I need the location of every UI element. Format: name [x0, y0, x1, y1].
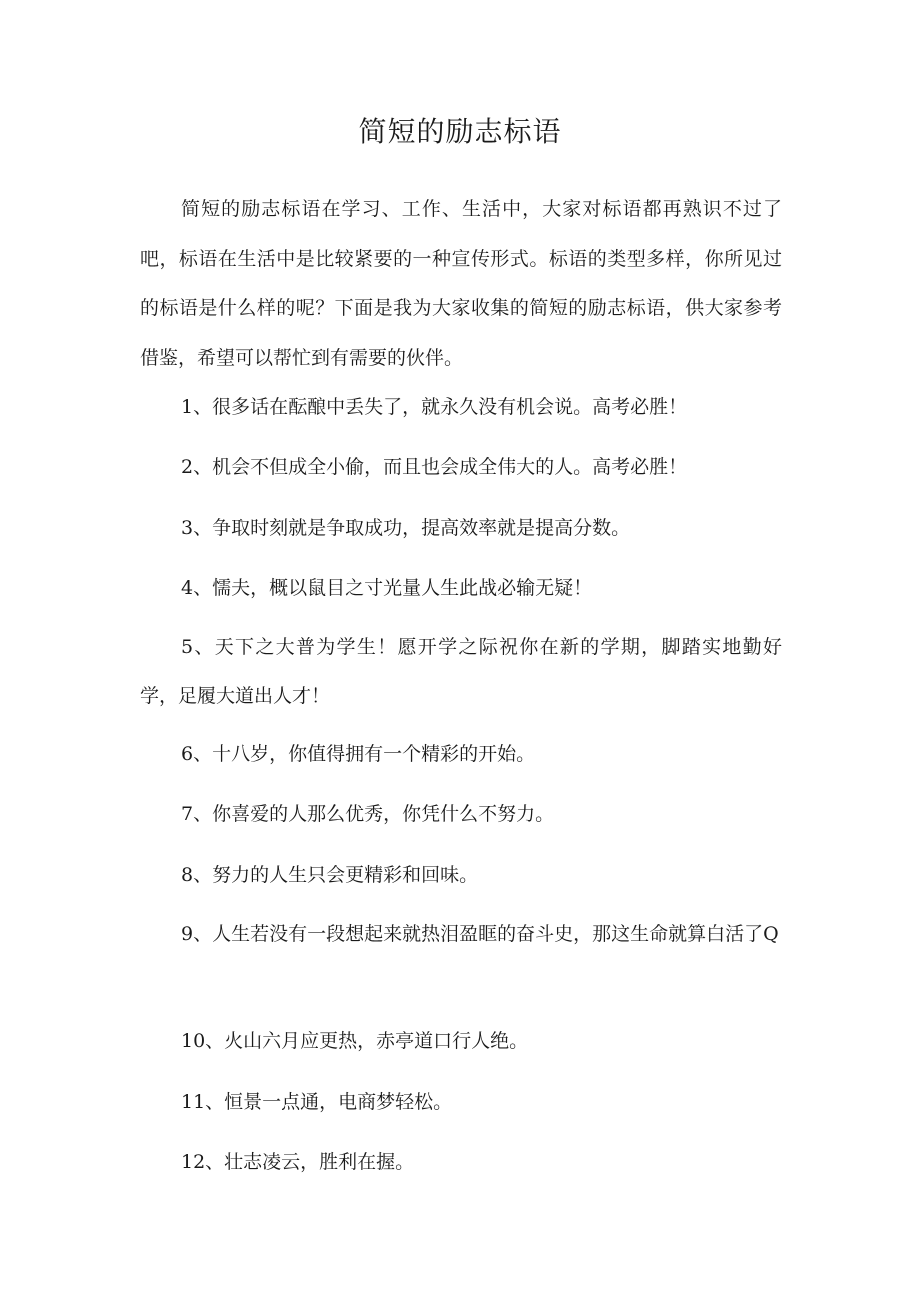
- slogan-item: 3、争取时刻就是争取成功，提高效率就是提高分数。: [181, 517, 631, 539]
- slogan-item: 9、人生若没有一段想起来就热泪盈眶的奋斗史，那这生命就算白活了Q: [181, 923, 779, 945]
- slogan-item: 10、火山六月应更热，赤亭道口行人绝。: [181, 1030, 529, 1052]
- slogan-item: 7、你喜爱的人那么优秀，你凭什么不努力。: [181, 803, 555, 825]
- slogan-item: 12、壮志凌云，胜利在握。: [181, 1151, 415, 1173]
- intro-paragraph: 简短的励志标语在学习、工作、生活中，大家对标语都再熟识不过了吧，标语在生活中是比较紧要的一种宣传形式。标语的类型多样，你所见过的标语是什么样的呢？下面是我为大家收集的简短的励志标语，供大家参考借鉴，希望可以帮忙到有需要的伙伴。: [140, 198, 782, 369]
- slogan-item: 8、努力的人生只会更精彩和回味。: [181, 864, 479, 886]
- slogan-item: 11、恒景一点通，电商梦轻松。: [181, 1091, 453, 1113]
- slogan-item: 6、十八岁，你值得拥有一个精彩的开始。: [181, 743, 536, 765]
- slogan-item: 1、很多话在酝酿中丢失了，就永久没有机会说。高考必胜！: [181, 396, 688, 418]
- slogan-item: 4、懦夫，概以鼠目之寸光量人生此战必输无疑！: [181, 577, 593, 599]
- slogan-item: 2、机会不但成全小偷，而且也会成全伟大的人。高考必胜！: [181, 456, 688, 478]
- page-title: 简短的励志标语: [358, 115, 562, 148]
- slogan-item: 5、天下之大普为学生！愿开学之际祝你在新的学期，脚踏实地勤好学，足履大道出人才！: [140, 636, 782, 707]
